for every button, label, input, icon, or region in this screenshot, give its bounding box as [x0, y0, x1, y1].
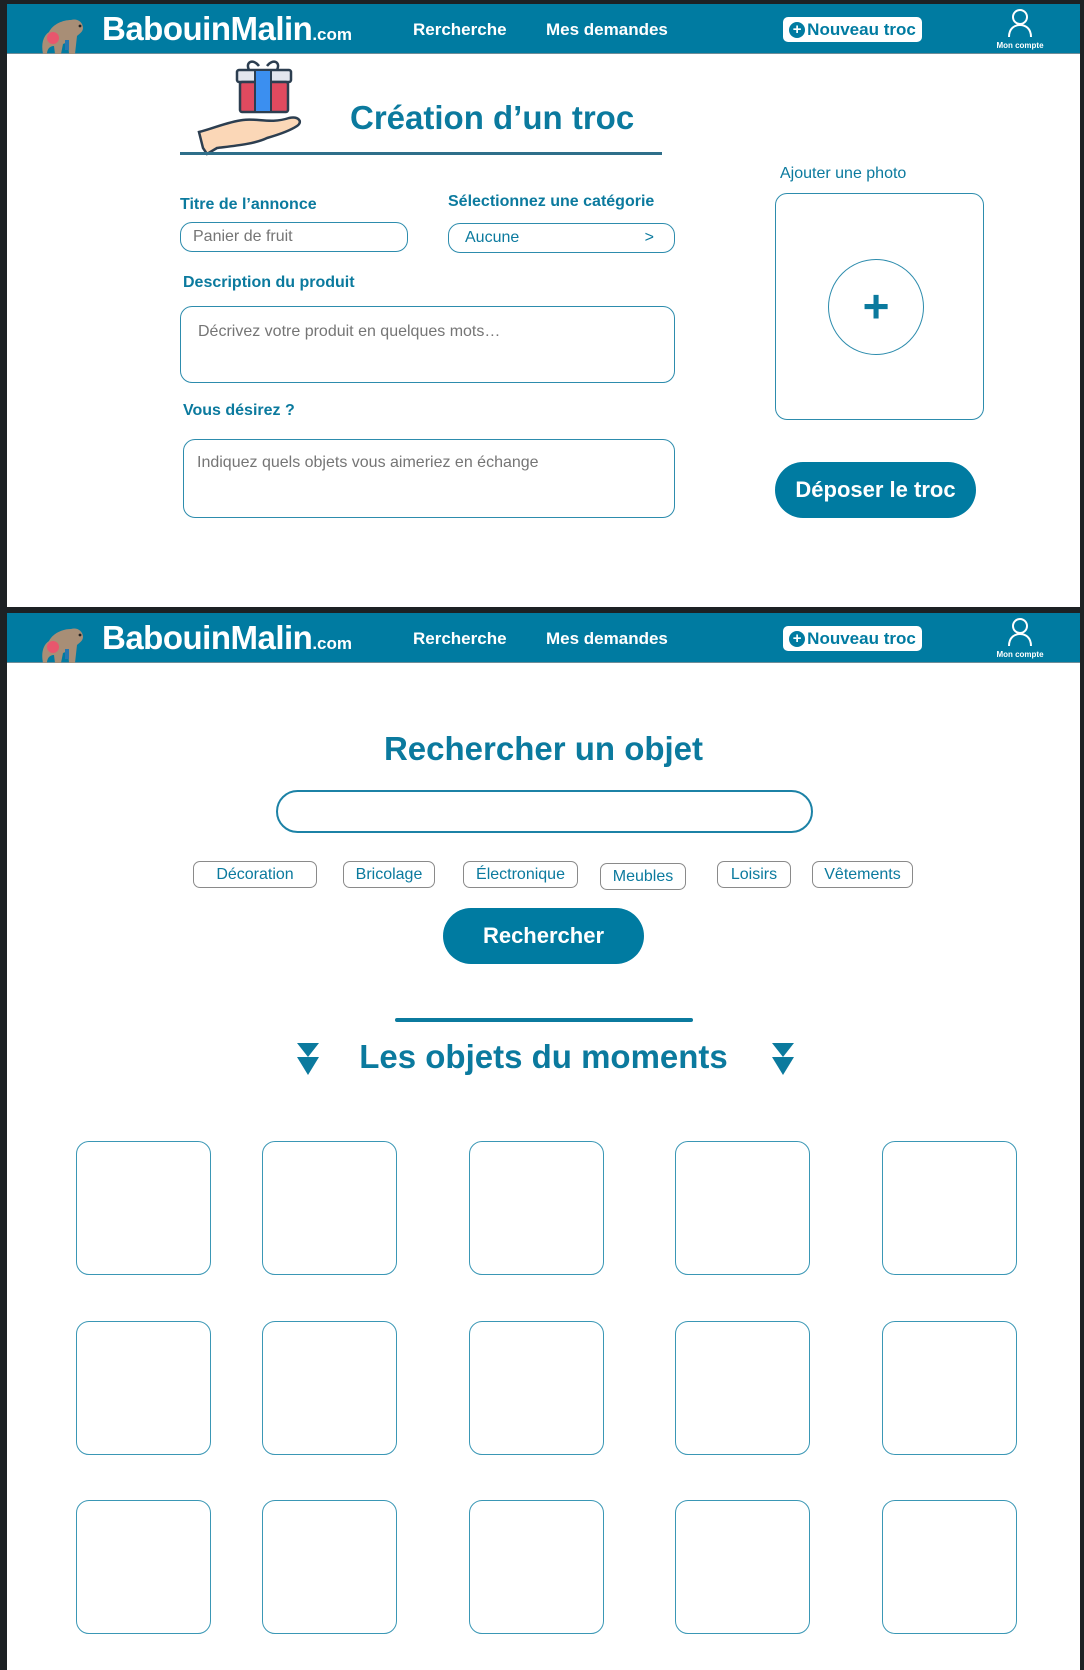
- new-trade-button[interactable]: [783, 626, 922, 651]
- brand-suffix: .com: [312, 25, 353, 44]
- brand-logo[interactable]: [102, 619, 352, 657]
- new-trade-label: Nouveau troc: [807, 628, 916, 648]
- user-icon: [1007, 8, 1033, 38]
- category-value: Aucune: [465, 229, 520, 246]
- brand-logo[interactable]: [102, 10, 352, 48]
- featured-item-card[interactable]: [675, 1141, 810, 1275]
- category-label: Sélectionnez une catégorie: [448, 193, 655, 210]
- account-label: Mon compte: [996, 650, 1044, 659]
- featured-item-card[interactable]: [675, 1321, 810, 1455]
- create-trade-page: [7, 4, 1080, 607]
- category-select[interactable]: [448, 223, 675, 253]
- title-underline: [180, 152, 662, 155]
- featured-item-card[interactable]: [262, 1321, 397, 1455]
- page-title: Création d’un troc: [350, 99, 635, 136]
- photo-label: Ajouter une photo: [780, 165, 907, 182]
- brand-suffix: .com: [312, 634, 353, 653]
- account-button[interactable]: [992, 617, 1048, 659]
- featured-item-card[interactable]: [262, 1141, 397, 1275]
- search-page: [7, 613, 1080, 1670]
- plus-circle-icon: +: [789, 631, 805, 647]
- featured-item-card[interactable]: [882, 1321, 1017, 1455]
- submit-trade-button[interactable]: Déposer le troc: [775, 462, 976, 518]
- category-chip-loisirs[interactable]: Loisirs: [717, 861, 791, 888]
- description-textarea[interactable]: [180, 306, 675, 383]
- new-trade-button[interactable]: [783, 17, 922, 42]
- category-chip-electronique[interactable]: Électronique: [463, 861, 578, 888]
- featured-item-card[interactable]: [76, 1500, 211, 1634]
- nav-search[interactable]: Rercherche: [413, 20, 507, 39]
- plus-circle-icon: +: [789, 22, 805, 38]
- wish-textarea[interactable]: [183, 439, 675, 518]
- featured-item-card[interactable]: [262, 1500, 397, 1634]
- new-trade-label: Nouveau troc: [807, 19, 916, 39]
- featured-item-card[interactable]: [675, 1500, 810, 1634]
- nav-search[interactable]: Rercherche: [413, 629, 507, 648]
- photo-upload-box[interactable]: [775, 193, 984, 420]
- plus-icon: +: [862, 280, 890, 332]
- account-label: Mon compte: [996, 41, 1044, 50]
- featured-item-card[interactable]: [882, 1141, 1017, 1275]
- listing-title-input[interactable]: [180, 222, 408, 252]
- category-chip-decoration[interactable]: Décoration: [193, 861, 317, 888]
- wish-label: Vous désirez ?: [183, 402, 295, 419]
- user-icon: [1007, 617, 1033, 647]
- top-nav: [7, 613, 1080, 663]
- featured-item-card[interactable]: [469, 1321, 604, 1455]
- category-chip-meubles[interactable]: Meubles: [600, 863, 686, 890]
- chevron-right-icon: >: [644, 229, 654, 246]
- featured-title: Les objets du moments: [359, 1038, 728, 1075]
- nav-my-requests[interactable]: Mes demandes: [546, 629, 668, 648]
- baboon-icon: [35, 10, 87, 54]
- brand-name: BabouinMalin: [102, 619, 313, 656]
- search-title: Rechercher un objet: [383, 730, 704, 767]
- baboon-icon: [35, 619, 87, 663]
- add-photo-button[interactable]: [828, 259, 924, 355]
- featured-item-card[interactable]: [76, 1321, 211, 1455]
- category-chip-vetements[interactable]: Vêtements: [812, 861, 913, 888]
- featured-item-card[interactable]: [76, 1141, 211, 1275]
- featured-item-card[interactable]: [882, 1500, 1017, 1634]
- section-divider: [395, 1018, 693, 1022]
- gift-on-hand-icon: [197, 58, 337, 158]
- account-button[interactable]: [992, 8, 1048, 50]
- nav-my-requests[interactable]: Mes demandes: [546, 20, 668, 39]
- category-chip-bricolage[interactable]: Bricolage: [343, 861, 435, 888]
- listing-title-label: Titre de l’annonce: [180, 196, 317, 213]
- top-nav: [7, 4, 1080, 54]
- search-input[interactable]: [276, 790, 813, 833]
- brand-name: BabouinMalin: [102, 10, 313, 47]
- featured-item-card[interactable]: [469, 1500, 604, 1634]
- featured-item-card[interactable]: [469, 1141, 604, 1275]
- search-button[interactable]: Rechercher: [443, 908, 644, 964]
- description-label: Description du produit: [183, 274, 355, 291]
